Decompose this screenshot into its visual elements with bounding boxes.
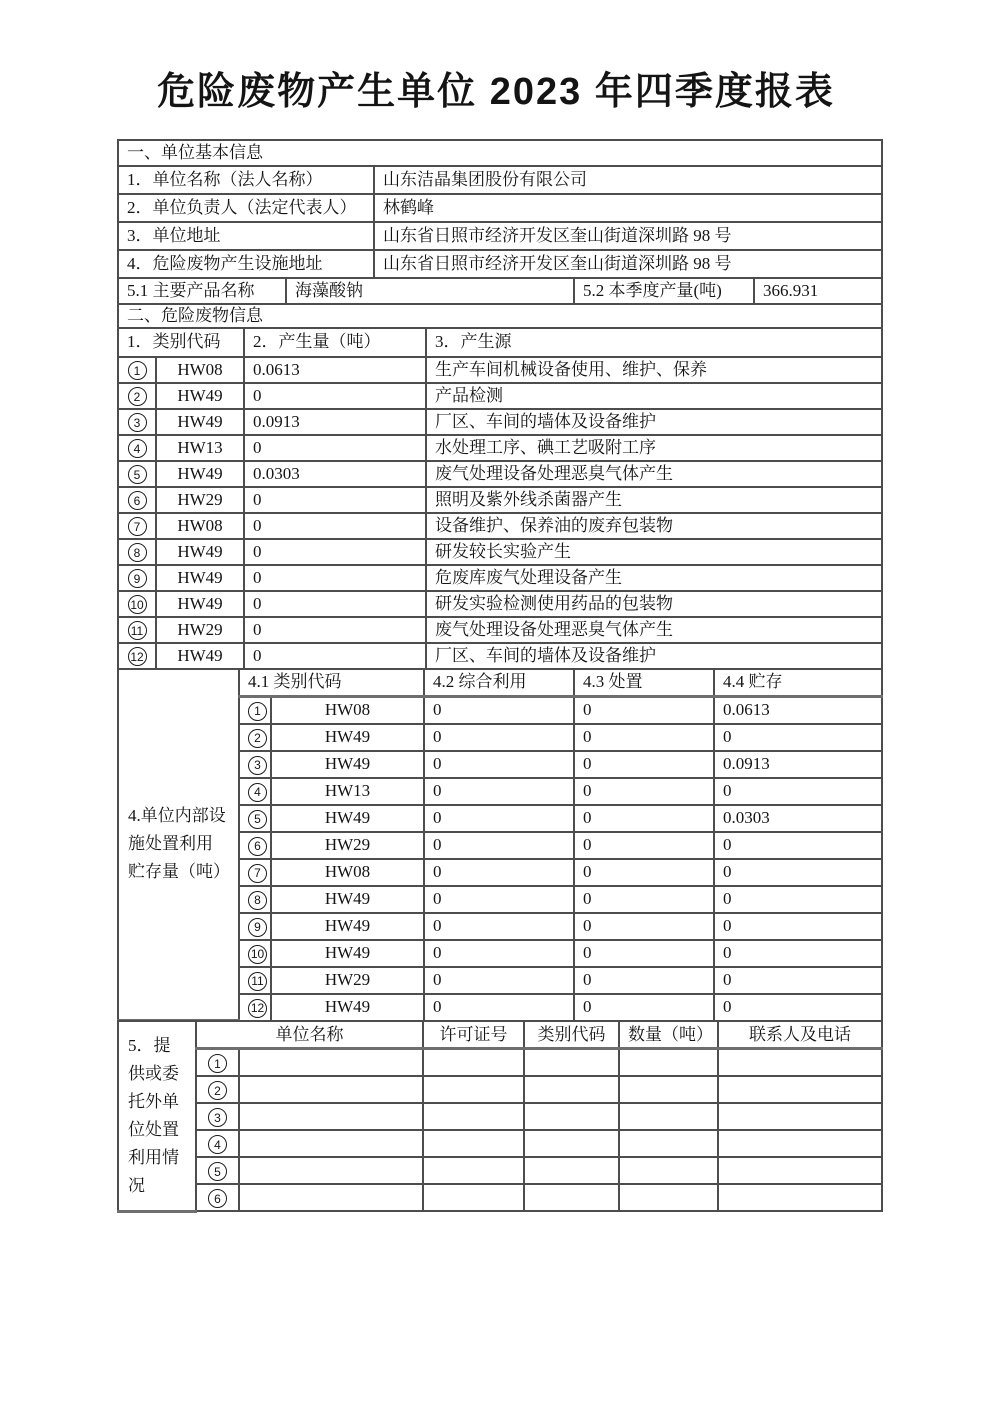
disposal-cell: 0 xyxy=(574,751,714,778)
external-unit-name-cell xyxy=(239,1184,423,1211)
waste-code-cell: HW49 xyxy=(156,409,244,435)
row-number-cell xyxy=(118,617,156,643)
waste-code-cell: HW49 xyxy=(156,461,244,487)
contact-cell xyxy=(718,1157,882,1184)
col-qty-header: 2．产生量（吨） xyxy=(244,328,426,357)
quantity-cell xyxy=(619,1157,718,1184)
contact-cell xyxy=(718,1184,882,1211)
permit-number-cell xyxy=(423,1049,524,1077)
waste-code-cell: HW49 xyxy=(271,724,424,751)
row-number-cell xyxy=(118,435,156,461)
circled-index: 2 xyxy=(248,729,267,748)
comprehensive-use-cell: 0 xyxy=(424,913,574,940)
waste-code-cell: HW49 xyxy=(156,539,244,565)
external-unit-name-cell xyxy=(239,1049,423,1077)
circled-index: 8 xyxy=(248,891,267,910)
generated-qty-cell: 0.0303 xyxy=(244,461,426,487)
disposal-cell: 0 xyxy=(574,805,714,832)
unit-head-value: 林鹤峰 xyxy=(374,194,882,222)
disposal-cell: 0 xyxy=(574,913,714,940)
storage-cell: 0 xyxy=(714,778,882,805)
main-product-label: 5.1 主要产品名称 xyxy=(118,278,286,304)
waste-source-cell: 厂区、车间的墙体及设备维护 xyxy=(426,643,882,669)
waste-code-cell: HW49 xyxy=(271,940,424,967)
disposal-cell: 0 xyxy=(574,832,714,859)
col-quantity-header: 数量（吨） xyxy=(619,1021,718,1049)
waste-code-cell: HW49 xyxy=(156,591,244,617)
table-row xyxy=(118,1076,882,1103)
waste-code-cell: HW29 xyxy=(156,617,244,643)
col-unitname-header: 单位名称 xyxy=(196,1021,423,1049)
facility-address-value: 山东省日照市经济开发区奎山街道深圳路 98 号 xyxy=(374,250,882,278)
circled-index: 10 xyxy=(128,595,147,614)
waste-code-cell: HW49 xyxy=(156,565,244,591)
waste-code-cell: HW49 xyxy=(156,643,244,669)
circled-index: 7 xyxy=(248,864,267,883)
section5-columns-row xyxy=(118,1021,882,1049)
waste-code-cell: HW13 xyxy=(271,778,424,805)
waste-code-cell: HW49 xyxy=(271,886,424,913)
section2-header: 二、危险废物信息 xyxy=(118,304,882,328)
waste-info-columns-row xyxy=(118,328,882,357)
waste-code-cell: HW49 xyxy=(156,383,244,409)
row-number-cell xyxy=(118,409,156,435)
basic-info-row xyxy=(118,194,882,222)
row-number-cell xyxy=(196,1103,239,1130)
storage-cell: 0 xyxy=(714,886,882,913)
comprehensive-use-cell: 0 xyxy=(424,967,574,994)
waste-source-cell: 废气处理设备处理恶臭气体产生 xyxy=(426,461,882,487)
quantity-cell xyxy=(619,1049,718,1077)
disposal-cell: 0 xyxy=(574,967,714,994)
col-code-header: 类别代码 xyxy=(524,1021,619,1049)
col-43-header: 4.3 处置 xyxy=(574,669,714,697)
section4-side-label: 4.单位内部设施处置利用贮存量（吨） xyxy=(118,669,239,1021)
waste-source-cell: 研发较长实验产生 xyxy=(426,539,882,565)
waste-code-cell: HW13 xyxy=(156,435,244,461)
row-number-cell xyxy=(239,805,271,832)
disposal-cell: 0 xyxy=(574,886,714,913)
storage-cell: 0 xyxy=(714,832,882,859)
circled-index: 5 xyxy=(248,810,267,829)
row-number-cell xyxy=(239,967,271,994)
waste-code-cell xyxy=(524,1130,619,1157)
waste-source-cell: 设备维护、保养油的废弃包装物 xyxy=(426,513,882,539)
col-44-header: 4.4 贮存 xyxy=(714,669,882,697)
waste-code-cell: HW49 xyxy=(271,805,424,832)
row-number-cell xyxy=(239,696,271,724)
row-number-cell xyxy=(239,859,271,886)
circled-index: 5 xyxy=(208,1162,227,1181)
circled-index: 3 xyxy=(248,756,267,775)
table-row xyxy=(118,383,882,409)
unit-address-label: 3．单位地址 xyxy=(118,222,374,250)
waste-source-cell: 废气处理设备处理恶臭气体产生 xyxy=(426,617,882,643)
facility-address-label: 4．危险废物产生设施地址 xyxy=(118,250,374,278)
row-number-cell xyxy=(239,940,271,967)
col-41-header: 4.1 类别代码 xyxy=(239,669,424,697)
basic-info-row xyxy=(118,166,882,194)
storage-cell: 0.0303 xyxy=(714,805,882,832)
waste-info-table xyxy=(117,303,883,670)
table-row xyxy=(118,617,882,643)
table-row xyxy=(118,565,882,591)
quarter-output-value: 366.931 xyxy=(754,278,882,304)
comprehensive-use-cell: 0 xyxy=(424,751,574,778)
external-unit-name-cell xyxy=(239,1130,423,1157)
row-number-cell xyxy=(239,778,271,805)
circled-index: 12 xyxy=(248,999,267,1018)
unit-name-value: 山东洁晶集团股份有限公司 xyxy=(374,166,882,194)
waste-source-cell: 厂区、车间的墙体及设备维护 xyxy=(426,409,882,435)
storage-cell: 0 xyxy=(714,967,882,994)
row-number-cell xyxy=(118,383,156,409)
row-number-cell xyxy=(118,643,156,669)
row-number-cell xyxy=(196,1184,239,1211)
storage-cell: 0 xyxy=(714,859,882,886)
generated-qty-cell: 0 xyxy=(244,643,426,669)
contact-cell xyxy=(718,1103,882,1130)
table-row xyxy=(118,643,882,669)
row-number-cell xyxy=(118,461,156,487)
generated-qty-cell: 0 xyxy=(244,539,426,565)
quarter-output-label: 5.2 本季度产量(吨) xyxy=(574,278,754,304)
generated-qty-cell: 0 xyxy=(244,565,426,591)
circled-index: 1 xyxy=(208,1054,227,1073)
circled-index: 10 xyxy=(248,945,267,964)
waste-source-cell: 危废库废气处理设备产生 xyxy=(426,565,882,591)
circled-index: 1 xyxy=(248,702,267,721)
comprehensive-use-cell: 0 xyxy=(424,940,574,967)
col-code-header: 1．类别代码 xyxy=(118,328,244,357)
storage-cell: 0 xyxy=(714,994,882,1021)
quantity-cell xyxy=(619,1103,718,1130)
permit-number-cell xyxy=(423,1103,524,1130)
circled-index: 8 xyxy=(128,543,147,562)
generated-qty-cell: 0 xyxy=(244,617,426,643)
row-number-cell xyxy=(118,539,156,565)
waste-code-cell xyxy=(524,1184,619,1211)
waste-source-cell: 照明及紫外线杀菌器产生 xyxy=(426,487,882,513)
waste-source-cell: 水处理工序、碘工艺吸附工序 xyxy=(426,435,882,461)
generated-qty-cell: 0 xyxy=(244,487,426,513)
col-permit-header: 许可证号 xyxy=(423,1021,524,1049)
table-row xyxy=(118,1184,882,1211)
storage-cell: 0 xyxy=(714,940,882,967)
row-number-cell xyxy=(239,886,271,913)
permit-number-cell xyxy=(423,1184,524,1211)
table-row xyxy=(118,487,882,513)
basic-info-row xyxy=(118,250,882,278)
storage-cell: 0 xyxy=(714,724,882,751)
circled-index: 7 xyxy=(128,517,147,536)
row-number-cell xyxy=(118,591,156,617)
section1-header-row xyxy=(118,140,882,166)
circled-index: 11 xyxy=(128,621,147,640)
row-number-cell xyxy=(118,565,156,591)
comprehensive-use-cell: 0 xyxy=(424,832,574,859)
product-row xyxy=(118,278,882,304)
waste-source-cell: 生产车间机械设备使用、维护、保养 xyxy=(426,357,882,383)
circled-index: 4 xyxy=(248,783,267,802)
waste-source-cell: 研发实验检测使用药品的包装物 xyxy=(426,591,882,617)
quantity-cell xyxy=(619,1076,718,1103)
external-disposal-table xyxy=(117,1020,883,1213)
circled-index: 1 xyxy=(128,361,147,380)
quantity-cell xyxy=(619,1184,718,1211)
circled-index: 3 xyxy=(208,1108,227,1127)
table-row xyxy=(118,435,882,461)
circled-index: 6 xyxy=(208,1189,227,1208)
internal-disposal-table xyxy=(117,668,883,1023)
main-product-value: 海藻酸钠 xyxy=(286,278,574,304)
table-row xyxy=(118,591,882,617)
table-row xyxy=(118,1157,882,1184)
section1-header: 一、单位基本信息 xyxy=(118,140,882,166)
generated-qty-cell: 0 xyxy=(244,591,426,617)
external-unit-name-cell xyxy=(239,1157,423,1184)
comprehensive-use-cell: 0 xyxy=(424,886,574,913)
disposal-cell: 0 xyxy=(574,859,714,886)
circled-index: 6 xyxy=(248,837,267,856)
permit-number-cell xyxy=(423,1076,524,1103)
generated-qty-cell: 0 xyxy=(244,435,426,461)
comprehensive-use-cell: 0 xyxy=(424,778,574,805)
storage-cell: 0 xyxy=(714,913,882,940)
waste-code-cell: HW08 xyxy=(271,859,424,886)
generated-qty-cell: 0 xyxy=(244,513,426,539)
table-row xyxy=(118,539,882,565)
waste-code-cell xyxy=(524,1049,619,1077)
circled-index: 6 xyxy=(128,491,147,510)
generated-qty-cell: 0.0613 xyxy=(244,357,426,383)
waste-code-cell: HW49 xyxy=(271,994,424,1021)
comprehensive-use-cell: 0 xyxy=(424,696,574,724)
table-row xyxy=(118,409,882,435)
waste-code-cell: HW29 xyxy=(271,967,424,994)
col-42-header: 4.2 综合利用 xyxy=(424,669,574,697)
disposal-cell: 0 xyxy=(574,724,714,751)
unit-head-label: 2．单位负责人（法定代表人） xyxy=(118,194,374,222)
permit-number-cell xyxy=(423,1157,524,1184)
waste-code-cell: HW29 xyxy=(271,832,424,859)
circled-index: 12 xyxy=(128,647,147,666)
row-number-cell xyxy=(196,1157,239,1184)
generated-qty-cell: 0 xyxy=(244,383,426,409)
waste-code-cell xyxy=(524,1103,619,1130)
basic-info-row xyxy=(118,222,882,250)
table-row xyxy=(118,1130,882,1157)
waste-code-cell: HW49 xyxy=(271,913,424,940)
unit-name-label: 1．单位名称（法人名称） xyxy=(118,166,374,194)
row-number-cell xyxy=(118,513,156,539)
row-number-cell xyxy=(196,1076,239,1103)
contact-cell xyxy=(718,1049,882,1077)
disposal-cell: 0 xyxy=(574,696,714,724)
circled-index: 2 xyxy=(128,387,147,406)
comprehensive-use-cell: 0 xyxy=(424,805,574,832)
circled-index: 4 xyxy=(208,1135,227,1154)
storage-cell: 0.0613 xyxy=(714,696,882,724)
table-row xyxy=(118,357,882,383)
table-row xyxy=(118,461,882,487)
table-row xyxy=(118,1049,882,1077)
unit-address-value: 山东省日照市经济开发区奎山街道深圳路 98 号 xyxy=(374,222,882,250)
row-number-cell xyxy=(196,1130,239,1157)
waste-code-cell xyxy=(524,1157,619,1184)
col-contact-header: 联系人及电话 xyxy=(718,1021,882,1049)
disposal-cell: 0 xyxy=(574,778,714,805)
section4-columns-row xyxy=(118,669,882,697)
row-number-cell xyxy=(239,832,271,859)
quantity-cell xyxy=(619,1130,718,1157)
basic-info-table xyxy=(117,139,883,305)
circled-index: 2 xyxy=(208,1081,227,1100)
col-source-header: 3．产生源 xyxy=(426,328,882,357)
comprehensive-use-cell: 0 xyxy=(424,994,574,1021)
circled-index: 11 xyxy=(248,972,267,991)
waste-code-cell: HW08 xyxy=(156,357,244,383)
row-number-cell xyxy=(118,357,156,383)
permit-number-cell xyxy=(423,1130,524,1157)
circled-index: 4 xyxy=(128,439,147,458)
circled-index: 9 xyxy=(248,918,267,937)
circled-index: 9 xyxy=(128,569,147,588)
comprehensive-use-cell: 0 xyxy=(424,724,574,751)
waste-code-cell: HW49 xyxy=(271,751,424,778)
row-number-cell xyxy=(239,724,271,751)
row-number-cell xyxy=(239,751,271,778)
contact-cell xyxy=(718,1076,882,1103)
row-number-cell xyxy=(196,1049,239,1077)
row-number-cell xyxy=(239,994,271,1021)
disposal-cell: 0 xyxy=(574,994,714,1021)
table-row xyxy=(118,513,882,539)
disposal-cell: 0 xyxy=(574,940,714,967)
storage-cell: 0.0913 xyxy=(714,751,882,778)
report-title: 危险废物产生单位 2023 年四季度报表 xyxy=(157,71,835,113)
section2-header-row xyxy=(118,304,882,328)
section5-side-label: 5．提供或委托外单位处置利用情况 xyxy=(118,1021,196,1211)
generated-qty-cell: 0.0913 xyxy=(244,409,426,435)
waste-source-cell: 产品检测 xyxy=(426,383,882,409)
comprehensive-use-cell: 0 xyxy=(424,859,574,886)
table-row xyxy=(118,1103,882,1130)
contact-cell xyxy=(718,1130,882,1157)
waste-code-cell: HW08 xyxy=(156,513,244,539)
row-number-cell xyxy=(239,913,271,940)
external-unit-name-cell xyxy=(239,1076,423,1103)
circled-index: 3 xyxy=(128,413,147,432)
external-unit-name-cell xyxy=(239,1103,423,1130)
waste-code-cell xyxy=(524,1076,619,1103)
circled-index: 5 xyxy=(128,465,147,484)
waste-code-cell: HW29 xyxy=(156,487,244,513)
waste-code-cell: HW08 xyxy=(271,696,424,724)
row-number-cell xyxy=(118,487,156,513)
